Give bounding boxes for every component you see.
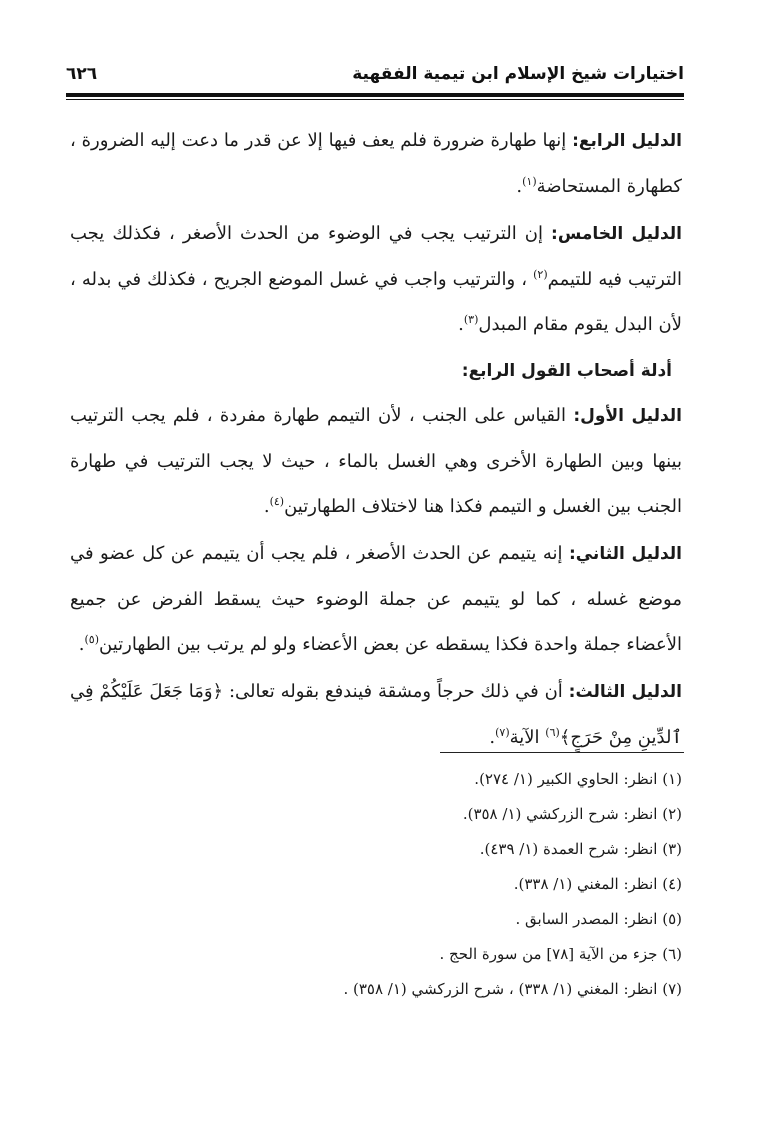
footnote-item: (٣) انظر: شرح العمدة (١/ ٤٣٩). <box>479 840 682 858</box>
footnote-ref: (٦) <box>545 726 560 739</box>
paragraph-text: إن الترتيب يجب في الوضوء من الحدث الأصغر ، فكذلك يجب الترتيب فيه للتيمم <box>70 223 682 290</box>
footnote-item: (٧) انظر: المغني (١/ ٣٣٨) ، شرح الزركشي (١/ ٣٥٨) . <box>343 980 682 998</box>
paragraph-lead: الدليل الخامس: <box>551 224 682 244</box>
running-title: اختيارات شيخ الإسلام ابن تيمية الفقهية <box>352 64 684 84</box>
paragraph-text: أن في ذلك حرجاً ومشقة فيندفع بقوله تعالى: <box>223 681 569 702</box>
paragraph-text: إنها طهارة ضرورة فلم يعف فيها إلا عن قدر ما دعت إليه الضرورة ، كطهارة المستحاضة <box>70 130 682 197</box>
section-subheading: أدلة أصحاب القول الرابع: <box>461 361 672 381</box>
header-rule-thick <box>66 93 684 97</box>
footnote-ref: (٣) <box>463 313 479 326</box>
paragraph-fifth-evidence <box>70 211 682 347</box>
page-number: ٦٢٦ <box>66 64 98 84</box>
paragraph-tail: . <box>263 496 270 517</box>
footnote-item: (٤) انظر: المغني (١/ ٣٣٨). <box>513 875 682 893</box>
running-header <box>66 56 684 92</box>
paragraph-lead: الدليل الثاني: <box>568 544 682 564</box>
footnote-item: (٦) جزء من الآية [٧٨] من سورة الحج . <box>439 945 682 963</box>
footnote-ref: (٥) <box>84 633 100 646</box>
paragraph-fourth-evidence <box>70 118 682 209</box>
footnote-ref: (٧) <box>495 726 510 739</box>
paragraph-lead: الدليل الأول: <box>573 406 682 426</box>
paragraph-tail: . <box>458 314 464 335</box>
paragraph-lead: الدليل الثالث: <box>568 682 682 702</box>
paragraph-second-evidence <box>70 531 682 667</box>
main-text <box>70 118 682 762</box>
footnotes <box>70 762 682 1007</box>
quran-verse: ﴿وَمَا جَعَلَ عَلَيْكُمْ فِي ٱلدِّينِ مِنْ حَرَجٍ﴾ <box>70 681 682 748</box>
paragraph-tail: ، والترتيب واجب في غسل الموضع الجريح ، فكذلك في بدله ، لأن البدل يقوم مقام المبدل <box>70 269 682 335</box>
footnote-item: (٢) انظر: شرح الزركشي (١/ ٣٥٨). <box>462 805 682 823</box>
paragraph-tail: الآية <box>509 727 546 748</box>
footnote-item: (١) انظر: الحاوي الكبير (١/ ٢٧٤). <box>474 770 682 788</box>
paragraph-text: القياس على الجنب ، لأن التيمم طهارة مفردة ، فلم يجب الترتيب بينها وبين الطهارة الأخرى وهي الغسل بالماء ، حيث لا يجب الترتيب في طهارة الجنب بين الغسل و التيمم فكذا هنا لاختلاف الطهارتين <box>70 405 682 517</box>
footnote-ref: (٢) <box>533 268 548 281</box>
paragraph-lead: الدليل الرابع: <box>572 131 683 151</box>
footnote-item: (٥) انظر: المصدر السابق . <box>515 910 682 928</box>
footnote-ref: (١) <box>522 175 537 188</box>
footnote-separator <box>440 752 684 753</box>
paragraph-text: إنه يتيمم عن الحدث الأصغر ، فلم يجب أن يتيمم عن كل عضو في موضع غسله ، كما لو يتيمم عن جملة الوضوء حيث يسقط الفرض عن جميع الأعضاء جملة واحدة فكذا يسقطه عن بعض الأعضاء ولو لم يرتب بين الطهارتين <box>70 543 682 655</box>
paragraph-tail: . <box>516 176 523 197</box>
paragraph-tail: . <box>489 727 496 748</box>
header-rule-thin <box>66 99 684 100</box>
paragraph-third-evidence <box>70 669 682 760</box>
paragraph-tail: . <box>78 634 85 655</box>
footnote-ref: (٤) <box>269 495 285 508</box>
paragraph-first-evidence <box>70 393 682 529</box>
